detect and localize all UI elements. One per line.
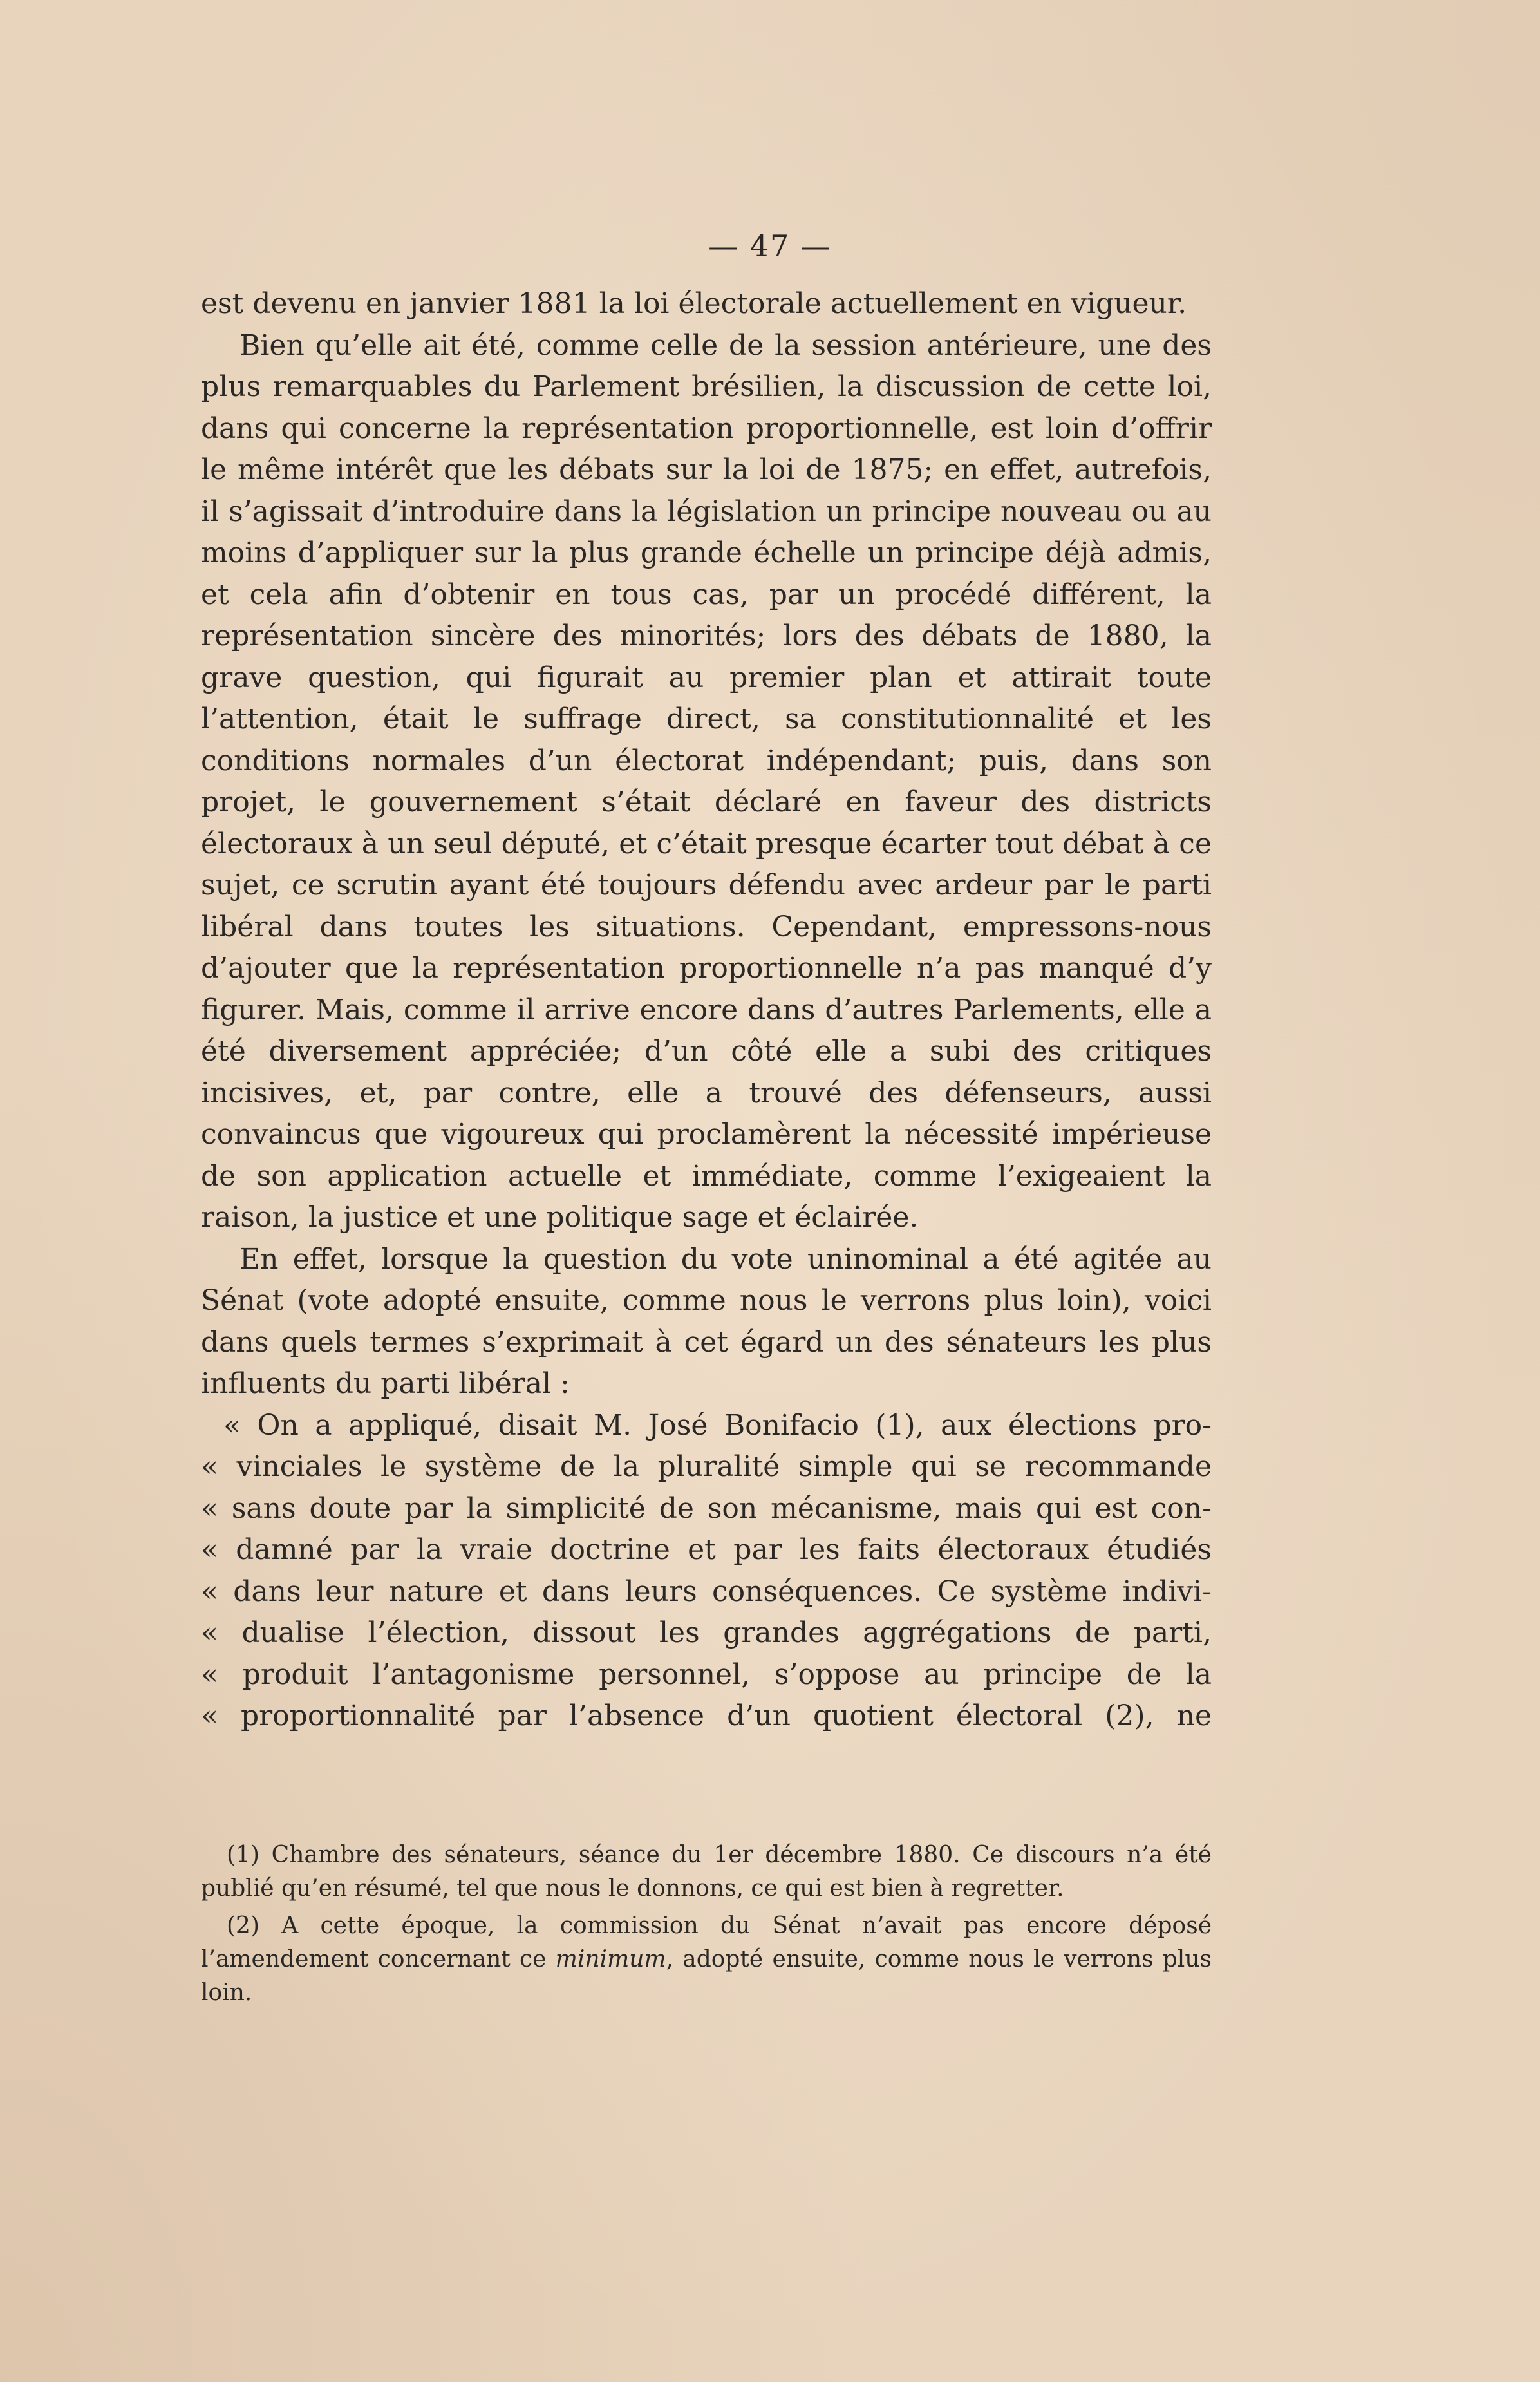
footnotes [201, 1838, 1212, 2014]
quotation [201, 1405, 1212, 1737]
quote-line: « proportionnalité par l’absence d’un quotient électoral (2), ne [201, 1699, 1212, 1732]
quote-line: « vinciales le système de la pluralité simple qui se recommande [201, 1450, 1212, 1483]
quote-line: « produit l’antagonisme personnel, s’oppose au principe de la [201, 1658, 1212, 1691]
quote-line: « dans leur nature et dans leurs conséquences. Ce système indivi- [201, 1574, 1212, 1608]
footnote-2-tail: , adopté ensuite, comme nous le verrons plus loin. [201, 1946, 1212, 2006]
footnote-2-text: (2) A cette époque, la commission du Sénat n’avait pas encore déposé l’amendement concernant ce [201, 1913, 1212, 1972]
paragraph-senate: En effet, lorsque la question du vote uninominal a été agitée au Sénat (vote adopté ensuite, comme nous le verrons plus loin), voici dans quels termes s’exprimait à cet égard un des sénateurs les plus influents du parti libéral : [201, 1242, 1212, 1400]
page-number: — 47 — [708, 229, 832, 263]
paragraph-debate: Bien qu’elle ait été, comme celle de la session antérieure, une des plus remarquables du Parlement brésilien, la discussion de cette loi, dans qui concerne la représentation proportionnelle, est loin d’offrir le même intérêt que les débats sur la loi de 1875; en effet, autrefois, il s’agissait d’introduire dans la législation un principe nouveau ou au moins d’appliquer sur la plus grande échelle un principe déjà admis, et cela afin d’obtenir en tous cas, par un procédé différent, la représentation sincère des minorités; lors des débats de 1880, la grave question, qui figurait au premier plan et attirait toute l’attention, était le suffrage direct, sa constitutionnalité et les conditions normales d’un électorat indépendant; puis, dans son projet, le gouvernement s’était déclaré en faveur des districts électoraux à un seul député, et c’était presque écarter tout débat à ce sujet, ce scrutin ayant été toujours défendu avec ardeur par le parti libéral dans toutes les situations. Cependant, empressons-nous d’ajouter que la représentation proportionnelle n’a pas manqué d’y figurer. Mais, comme il arrive encore dans d’autres Parlements, elle a été diversement appréciée; d’un côté elle a subi des critiques incisives, et, par contre, elle a trouvé des défenseurs, aussi convaincus que vigoureux qui proclamèrent la nécessité impérieuse de son application actuelle et immédiate, comme l’exigeaient la raison, la justice et une politique sage et éclairée. [201, 328, 1212, 1234]
main-text [201, 283, 1212, 1737]
paragraph-continuation: est devenu en janvier 1881 la loi électorale actuellement en vigueur. [201, 287, 1187, 320]
quote-line: « damné par la vraie doctrine et par les faits électoraux étudiés [201, 1533, 1212, 1566]
quote-line: « dualise l’élection, dissout les grandes aggrégations de parti, [201, 1616, 1212, 1649]
footnote-2-emphasis: minimum [555, 1946, 666, 1972]
quote-line: « sans doute par la simplicité de son mécanisme, mais qui est con- [201, 1491, 1212, 1525]
footnote-1: (1) Chambre des sénateurs, séance du 1er décembre 1880. Ce discours n’a été publié qu’en résumé, tel que nous le donnons, ce qui est bien à regretter. [201, 1842, 1212, 1902]
footnote-2 [201, 1909, 1212, 2010]
quote-line: « On a appliqué, disait M. José Bonifacio (1), aux élections pro- [223, 1408, 1212, 1442]
